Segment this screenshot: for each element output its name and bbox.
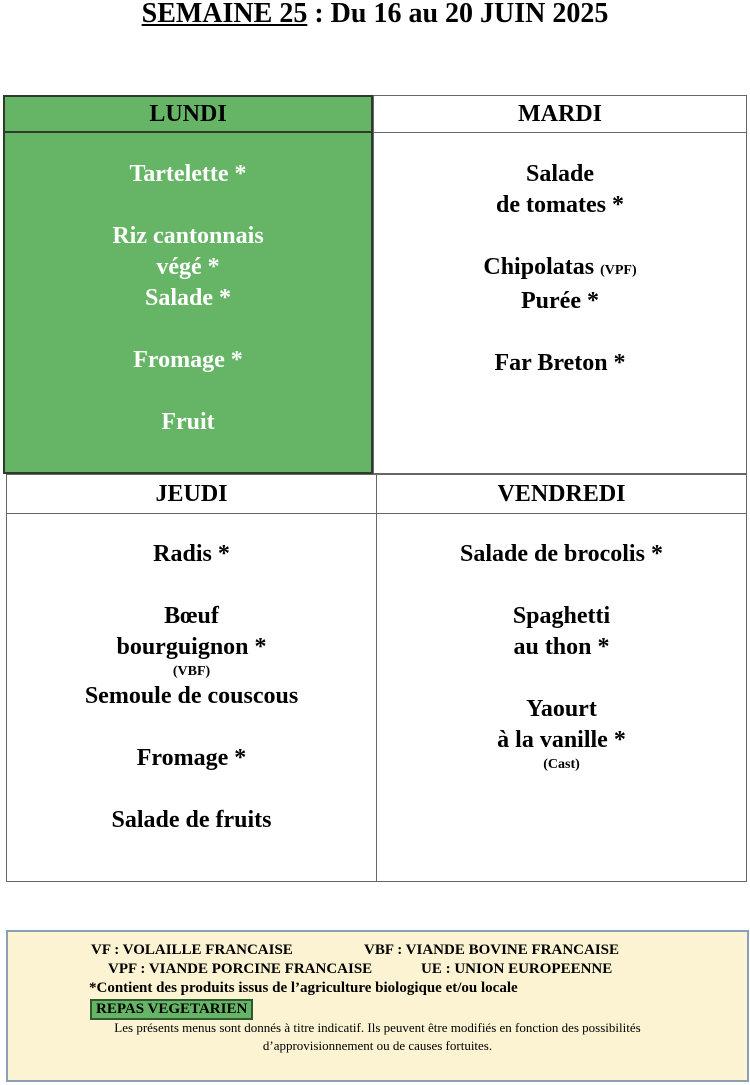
- menu-spacer: [376, 570, 747, 601]
- legend-ue: UE : UNION EUROPEENNE: [421, 961, 613, 977]
- menu-item: Tartelette *: [129, 161, 247, 187]
- lundi-menu: [5, 135, 371, 438]
- mardi-menu: [373, 135, 747, 379]
- menu-spacer: [373, 317, 747, 348]
- menu-spacer: [6, 712, 377, 743]
- vegetarian-badge: REPAS VEGETARIEN: [90, 999, 253, 1020]
- vpf-tag: (VPF): [600, 263, 637, 278]
- mardi-label: MARDI: [518, 100, 602, 127]
- menu-item: Far Breton *: [494, 350, 626, 376]
- mardi-header: [373, 95, 747, 133]
- vbf-tag: (VBF): [172, 664, 211, 679]
- legend-box: [6, 930, 749, 1082]
- menu-item: Salade *: [144, 285, 231, 311]
- chipolatas: Chipolatas: [483, 254, 595, 280]
- menu-item: de tomates *: [496, 192, 624, 218]
- menu-item: Fromage *: [136, 745, 247, 771]
- menu-spacer: [5, 376, 371, 407]
- menu-item: Yaourt: [526, 696, 597, 722]
- menu-item: Semoule de couscous: [84, 683, 299, 709]
- menu-spacer: [6, 774, 377, 805]
- menu-item: [373, 252, 747, 286]
- jeudi-menu: [6, 515, 377, 836]
- menu-spacer: [376, 663, 747, 694]
- menu-item: Spaghetti: [512, 603, 611, 629]
- menu-item: bourguignon *: [116, 634, 267, 660]
- jeudi-header: [6, 474, 377, 514]
- menu-item: Bœuf: [164, 603, 219, 629]
- lundi-header: [5, 97, 371, 133]
- disclaimer-line-2: d’approvisionnement ou de causes fortuites.: [262, 1038, 493, 1053]
- menu-item: Fruit: [161, 409, 215, 435]
- menu-item: Purée *: [521, 288, 599, 314]
- menu-item: à la vanille *: [497, 727, 626, 753]
- vendredi-menu: [376, 515, 747, 774]
- disclaimer-note: [8, 1019, 747, 1055]
- legend-bio: *Contient des produits issus de l’agriculture biologique et/ou locale: [89, 980, 518, 996]
- menu-item: Salade de brocolis *: [460, 541, 663, 567]
- legend-vbf: VBF : VIANDE BOVINE FRANCAISE: [364, 942, 620, 958]
- week-dates: : Du 16 au 20 JUIN 2025: [307, 0, 609, 29]
- cast-tag: (Cast): [543, 757, 580, 772]
- legend-vpf: VPF : VIANDE PORCINE FRANCAISE: [108, 961, 373, 977]
- menu-spacer: [5, 314, 371, 345]
- menu-item: Salade de fruits: [111, 807, 272, 833]
- vendredi-header: [376, 474, 747, 514]
- jeudi-label: JEUDI: [155, 480, 228, 507]
- menu-item: Salade: [525, 161, 594, 187]
- vendredi-label: VENDREDI: [497, 480, 626, 507]
- lundi-label: LUNDI: [149, 100, 227, 127]
- menu-item: végé *: [156, 254, 220, 280]
- menu-item: Fromage *: [133, 347, 243, 373]
- disclaimer-line-1: Les présents menus sont donnés à titre indicatif. Ils peuvent être modifiés en fonction des possibilités: [114, 1020, 641, 1035]
- menu-item: Riz cantonnais: [112, 223, 264, 249]
- menu-item: Radis *: [153, 541, 230, 567]
- menu-spacer: [6, 570, 377, 601]
- menu-spacer: [5, 190, 371, 221]
- menu-item: au thon *: [513, 634, 610, 660]
- menu-spacer: [373, 221, 747, 252]
- week-number: SEMAINE 25: [141, 0, 308, 29]
- legend-vf: VF : VOLAILLE FRANCAISE: [91, 942, 293, 958]
